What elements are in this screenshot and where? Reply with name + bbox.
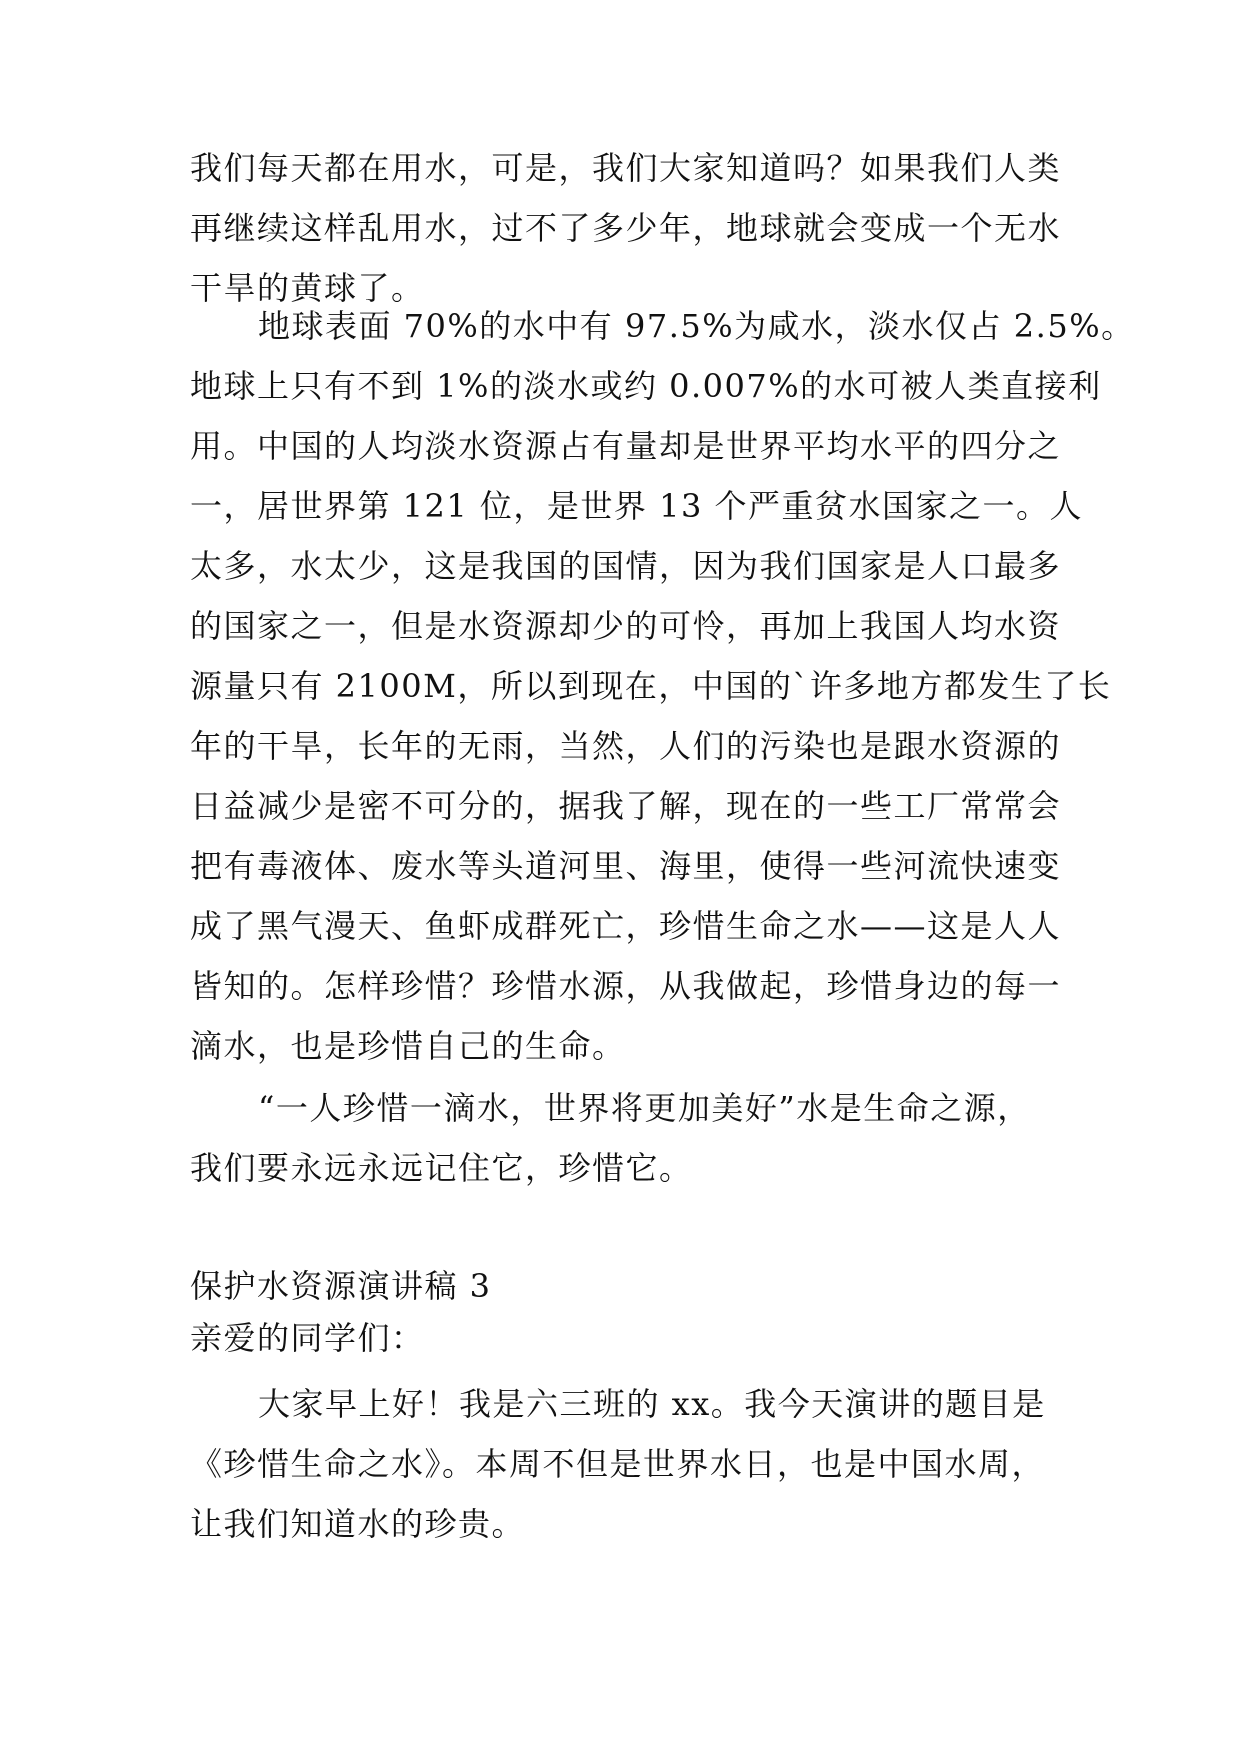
text-line: 地球表面 70%的水中有 97.5%为咸水，淡水仅占 2.5%。 — [258, 307, 1135, 345]
paragraph-quote — [190, 1078, 1060, 1198]
text-line: 让我们知道水的珍贵。 — [190, 1505, 526, 1543]
text-line: 的国家之一，但是水资源却少的可怜，再加上我国人均水资 — [190, 607, 1062, 645]
text-line: 我们每天都在用水，可是，我们大家知道吗？如果我们人类 — [190, 149, 1062, 187]
speech-header — [190, 1260, 1060, 1364]
paragraph-greeting — [190, 1374, 1060, 1554]
text-line: “一人珍惜一滴水，世界将更加美好”水是生命之源， — [258, 1089, 1031, 1127]
salutation: 亲爱的同学们： — [190, 1319, 425, 1357]
text-line: 年的干旱，长年的无雨，当然，人们的污染也是跟水资源的 — [190, 727, 1062, 765]
section-title: 保护水资源演讲稿 3 — [190, 1267, 492, 1305]
text-line: 用。中国的人均淡水资源占有量却是世界平均水平的四分之 — [190, 427, 1062, 465]
text-line: 地球上只有不到 1%的淡水或约 0.007%的水可被人类直接利 — [190, 367, 1102, 405]
paragraph-water-facts — [190, 296, 1135, 1076]
text-line: 成了黑气漫天、鱼虾成群死亡，珍惜生命之水——这是人人 — [190, 907, 1062, 945]
text-line: 干旱的黄球了。 — [190, 269, 425, 307]
text-line: 滴水，也是珍惜自己的生命。 — [190, 1027, 626, 1065]
text-line: 太多，水太少，这是我国的国情，因为我们国家是人口最多 — [190, 547, 1062, 585]
paragraph-water-waste — [190, 138, 1060, 318]
text-line: 源量只有 2100M，所以到现在，中国的`许多地方都发生了长 — [190, 667, 1112, 705]
text-line: 再继续这样乱用水，过不了多少年，地球就会变成一个无水 — [190, 209, 1062, 247]
text-line: 我们要永远永远记住它，珍惜它。 — [190, 1149, 693, 1187]
text-line: 把有毒液体、废水等头道河里、海里，使得一些河流快速变 — [190, 847, 1062, 885]
text-line: 一，居世界第 121 位，是世界 13 个严重贫水国家之一。人 — [190, 487, 1083, 525]
text-line: 《珍惜生命之水》。本周不但是世界水日，也是中国水周， — [190, 1445, 1046, 1483]
text-line: 皆知的。怎样珍惜？珍惜水源，从我做起，珍惜身边的每一 — [190, 967, 1062, 1005]
text-line: 大家早上好！我是六三班的 xx。我今天演讲的题目是 — [258, 1385, 1046, 1423]
text-line: 日益减少是密不可分的，据我了解，现在的一些工厂常常会 — [190, 787, 1062, 825]
